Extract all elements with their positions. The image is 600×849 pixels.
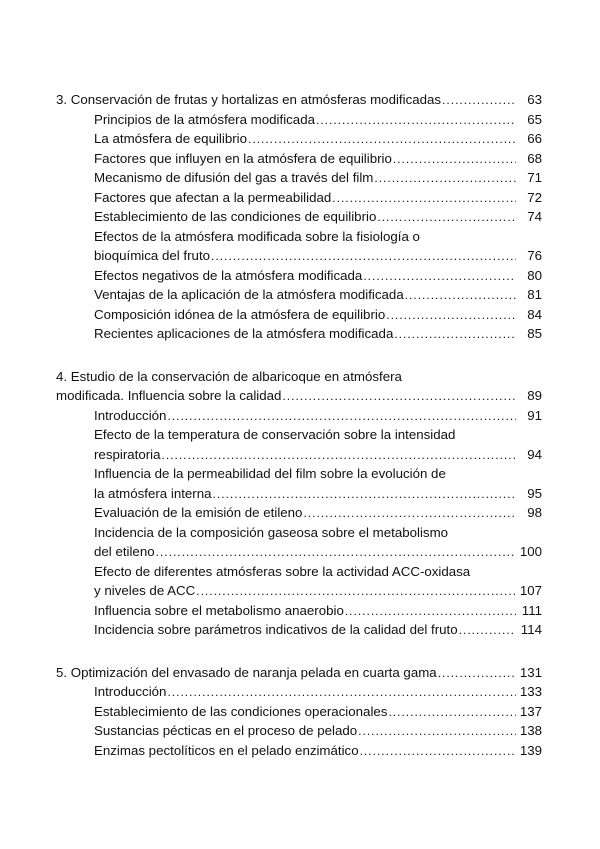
section-entry: [56, 702, 542, 722]
dot-leader: [282, 387, 516, 407]
section-title: Principios de la atmósfera modificada: [94, 111, 315, 127]
section-title: Factores que afectan a la permeabilidad: [94, 189, 332, 205]
chapter-heading-entry: [56, 90, 542, 110]
dot-leader: [316, 111, 516, 131]
section-entry: [56, 266, 542, 286]
page-number: 68: [527, 150, 542, 166]
page-number: 80: [527, 267, 542, 283]
dot-leader: [345, 602, 516, 622]
section-title: Incidencia sobre parámetros indicativos de la calidad del fruto: [94, 622, 458, 637]
section-entry: [56, 129, 542, 149]
section-line: Efecto de la temperatura de conservación sobre la intensidad: [94, 427, 456, 442]
page-number: 100: [519, 544, 542, 559]
section-title: del etileno: [94, 544, 155, 559]
dot-leader: [377, 208, 516, 228]
section-title: bioquímica del fruto: [94, 248, 211, 263]
section-line: Incidencia de la composición gaseosa sobre el metabolismo: [94, 524, 449, 540]
page-number: 84: [527, 306, 542, 322]
chapter-heading-entry: [56, 663, 542, 683]
page-number: 85: [527, 326, 542, 341]
page-number: 95: [527, 485, 542, 501]
dot-leader: [442, 91, 516, 111]
section-title: Efectos negativos de la atmósfera modificada: [94, 267, 363, 283]
dot-leader: [196, 582, 516, 602]
page-number: 89: [527, 388, 542, 403]
section-entry: [56, 110, 542, 130]
section-entry: [56, 484, 542, 504]
dot-leader: [393, 150, 516, 170]
section-entry: [56, 188, 542, 208]
chapter-heading-entry: [56, 386, 542, 406]
section-entry: [56, 324, 542, 344]
chapter-heading-title: 5. Optimización del envasado de naranja pelada en cuarta gama: [56, 664, 437, 680]
chapter-heading-title: modificada. Influencia sobre la calidad: [56, 388, 282, 403]
page-number: 72: [527, 189, 542, 205]
dot-leader: [211, 247, 516, 267]
dot-leader: [358, 722, 516, 742]
section-line: Influencia de la permeabilidad del film sobre la evolución de: [94, 466, 446, 481]
section-title: Evaluación de la emisión de etileno: [94, 505, 303, 520]
dot-leader: [386, 306, 516, 326]
page-number: 131: [519, 664, 542, 680]
section-title: Establecimiento de las condiciones operacionales: [94, 703, 388, 719]
dot-leader: [405, 286, 516, 306]
dot-leader: [167, 407, 516, 427]
section-entry: [56, 305, 542, 325]
dot-leader: [213, 485, 516, 505]
section-entry: [56, 445, 542, 465]
page-number: 76: [527, 248, 542, 263]
section-title: Composición idónea de la atmósfera de equilibrio: [94, 306, 386, 322]
dot-leader: [388, 703, 515, 723]
section-entry: [56, 581, 542, 601]
section-title: Factores que influyen en la atmósfera de equilibrio: [94, 150, 392, 166]
section-entry: [56, 207, 542, 227]
page-number: 137: [519, 703, 542, 719]
page-number: 65: [527, 111, 542, 127]
page-number: 81: [527, 287, 542, 302]
page-number: 139: [519, 742, 542, 758]
section-entry: [56, 406, 542, 426]
section-title: respiratoria: [94, 446, 161, 462]
page-number: 91: [527, 407, 542, 423]
section-title: Introducción: [94, 684, 167, 699]
dot-leader: [156, 543, 516, 563]
dot-leader: [363, 267, 516, 287]
table-of-contents: [56, 90, 542, 783]
dot-leader: [374, 169, 516, 189]
section-entry: [56, 246, 542, 266]
dot-leader: [459, 621, 516, 641]
dot-leader: [248, 130, 516, 150]
chapter-heading-line: 4. Estudio de la conservación de albaricoque en atmósfera: [56, 368, 402, 384]
section-entry: [56, 285, 542, 305]
page-number: 98: [527, 505, 542, 520]
dot-leader: [438, 664, 516, 684]
section-title: la atmósfera interna: [94, 485, 212, 501]
dot-leader: [394, 325, 516, 345]
section-title: Mecanismo de difusión del gas a través del film: [94, 170, 374, 185]
section-entry: [56, 601, 542, 621]
section-entry: [56, 682, 542, 702]
dot-leader: [162, 446, 516, 466]
section-title: Introducción: [94, 407, 167, 423]
page-number: 63: [527, 92, 542, 107]
page-number: 111: [521, 602, 542, 618]
page-number: 66: [527, 131, 542, 146]
section-title: Influencia sobre el metabolismo anaerobio: [94, 602, 344, 618]
section-title: Establecimiento de las condiciones de equilibrio: [94, 209, 377, 224]
section-line: Efectos de la atmósfera modificada sobre la fisiología o: [94, 228, 420, 244]
section-entry: [56, 721, 542, 741]
section-entry: [56, 503, 542, 523]
page-number: 74: [527, 209, 542, 224]
chapter-block: [56, 367, 542, 640]
section-title: Sustancias pécticas en el proceso de pelado: [94, 723, 358, 738]
section-title: La atmósfera de equilibrio: [94, 131, 248, 146]
page-number: 107: [519, 583, 542, 598]
section-entry: [56, 741, 542, 761]
chapter-block: [56, 663, 542, 761]
section-line: Efecto de diferentes atmósferas sobre la actividad ACC-oxidasa: [94, 563, 471, 579]
page-number: 94: [527, 446, 542, 462]
chapter-heading-title: 3. Conservación de frutas y hortalizas en atmósferas modificadas: [56, 92, 442, 107]
dot-leader: [303, 504, 516, 524]
page-number: 138: [519, 723, 542, 738]
page-number: 114: [520, 622, 542, 637]
section-entry: [56, 168, 542, 188]
section-entry: [56, 149, 542, 169]
chapter-block: [56, 90, 542, 344]
section-title: Enzimas pectolíticos en el pelado enzimático: [94, 742, 359, 758]
section-title: y niveles de ACC: [94, 583, 196, 598]
dot-leader: [332, 189, 516, 209]
page-number: 133: [519, 684, 542, 699]
page-number: 71: [527, 170, 542, 185]
section-title: Ventajas de la aplicación de la atmósfera modificada: [94, 287, 404, 302]
section-entry: [56, 620, 542, 640]
section-entry: [56, 542, 542, 562]
dot-leader: [360, 742, 516, 762]
dot-leader: [167, 683, 515, 703]
section-title: Recientes aplicaciones de la atmósfera modificada: [94, 326, 394, 341]
